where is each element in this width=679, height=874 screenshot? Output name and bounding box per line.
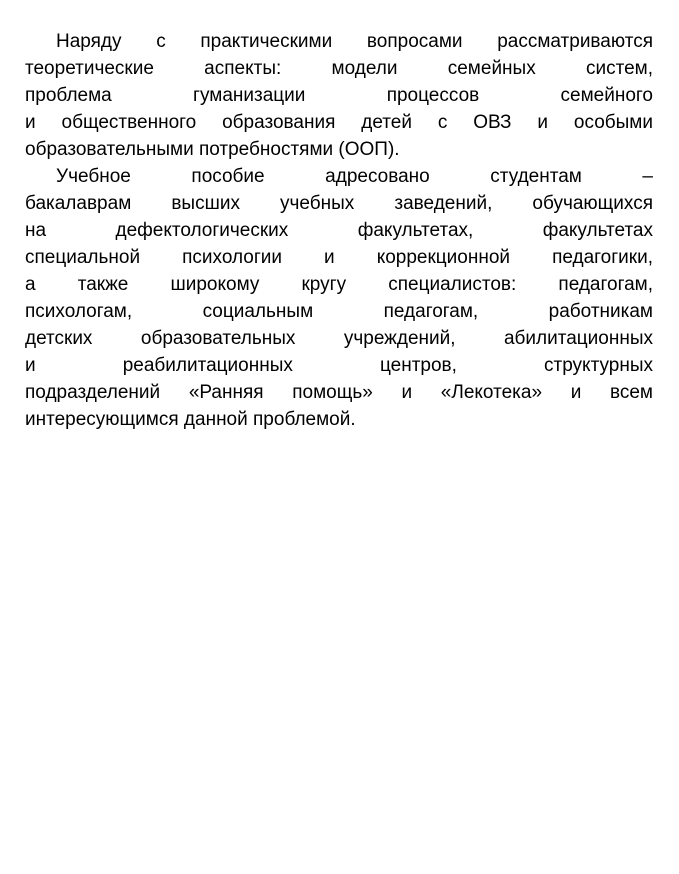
paragraph-target-audience [25,163,653,433]
text-line: подразделений «Ранняя помощь» и «Лекотека» и всем [25,382,653,403]
text-line: интересующимся данной проблемой. [25,409,356,430]
text-line: Учебное пособие адресовано студентам – [56,166,653,187]
text-line: на дефектологических факультетах, факультетах [25,220,653,241]
text-line: проблема гуманизации процессов семейного [25,85,653,106]
text-line: бакалаврам высших учебных заведений, обучающихся [25,193,653,214]
text-line: а также широкому кругу специалистов: педагогам, [25,274,653,295]
text-line: и общественного образования детей с ОВЗ и особыми [25,112,653,133]
text-line: образовательными потребностями (ООП). [25,139,400,160]
paragraph-annotation-topics [25,28,653,163]
text-line: теоретические аспекты: модели семейных систем, [25,58,653,79]
text-line: Наряду с практическими вопросами рассматриваются [56,31,653,52]
text-line: и реабилитационных центров, структурных [25,355,653,376]
text-line: детских образовательных учреждений, абилитационных [25,328,653,349]
text-line: психологам, социальным педагогам, работникам [25,301,653,322]
text-line: специальной психологии и коррекционной педагогики, [25,247,653,268]
